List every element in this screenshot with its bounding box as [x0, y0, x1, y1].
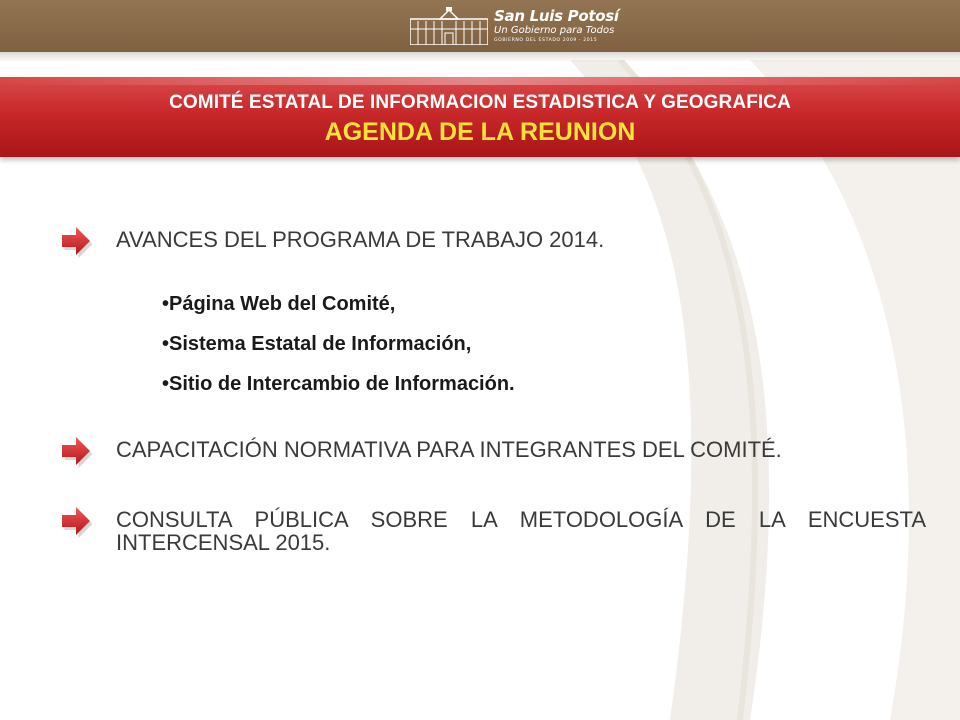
arrow-right-icon — [60, 434, 94, 470]
government-building-icon — [410, 7, 488, 45]
agenda-item-text: AVANCES DEL PROGRAMA DE TRABAJO 2014. — [116, 227, 605, 252]
arrow-right-icon — [60, 224, 94, 260]
agenda-item — [60, 228, 930, 260]
sub-item: •Página Web del Comité, — [162, 293, 396, 315]
banner-subtitle: AGENDA DE LA REUNION — [324, 117, 636, 146]
header-shadow — [0, 52, 960, 62]
agenda-item — [60, 438, 930, 470]
logo-name: San Luis Potosí — [494, 6, 619, 25]
header-bar — [0, 0, 960, 52]
agenda-item-text: CAPACITACIÓN NORMATIVA PARA INTEGRANTES DEL COMITÉ. — [116, 437, 782, 462]
logo-slogan: Un Gobierno para Todos — [494, 24, 615, 36]
arrow-right-icon — [60, 504, 94, 540]
sub-item: •Sitio de Intercambio de Información. — [162, 373, 515, 395]
sub-list — [162, 292, 515, 412]
sub-item: •Sistema Estatal de Información, — [162, 333, 472, 355]
agenda-item-text: CONSULTA PÚBLICA SOBRE LA METODOLOGÍA DE LA ENCUESTA INTERCENSAL 2015. — [116, 507, 926, 555]
logo — [410, 4, 620, 48]
title-banner — [0, 77, 960, 157]
logo-subline: GOBIERNO DEL ESTADO 2009 - 2015 — [494, 37, 598, 43]
banner-title: COMITÉ ESTATAL DE INFORMACION ESTADISTICA Y GEOGRAFICA — [169, 91, 791, 113]
agenda-item — [60, 508, 930, 554]
